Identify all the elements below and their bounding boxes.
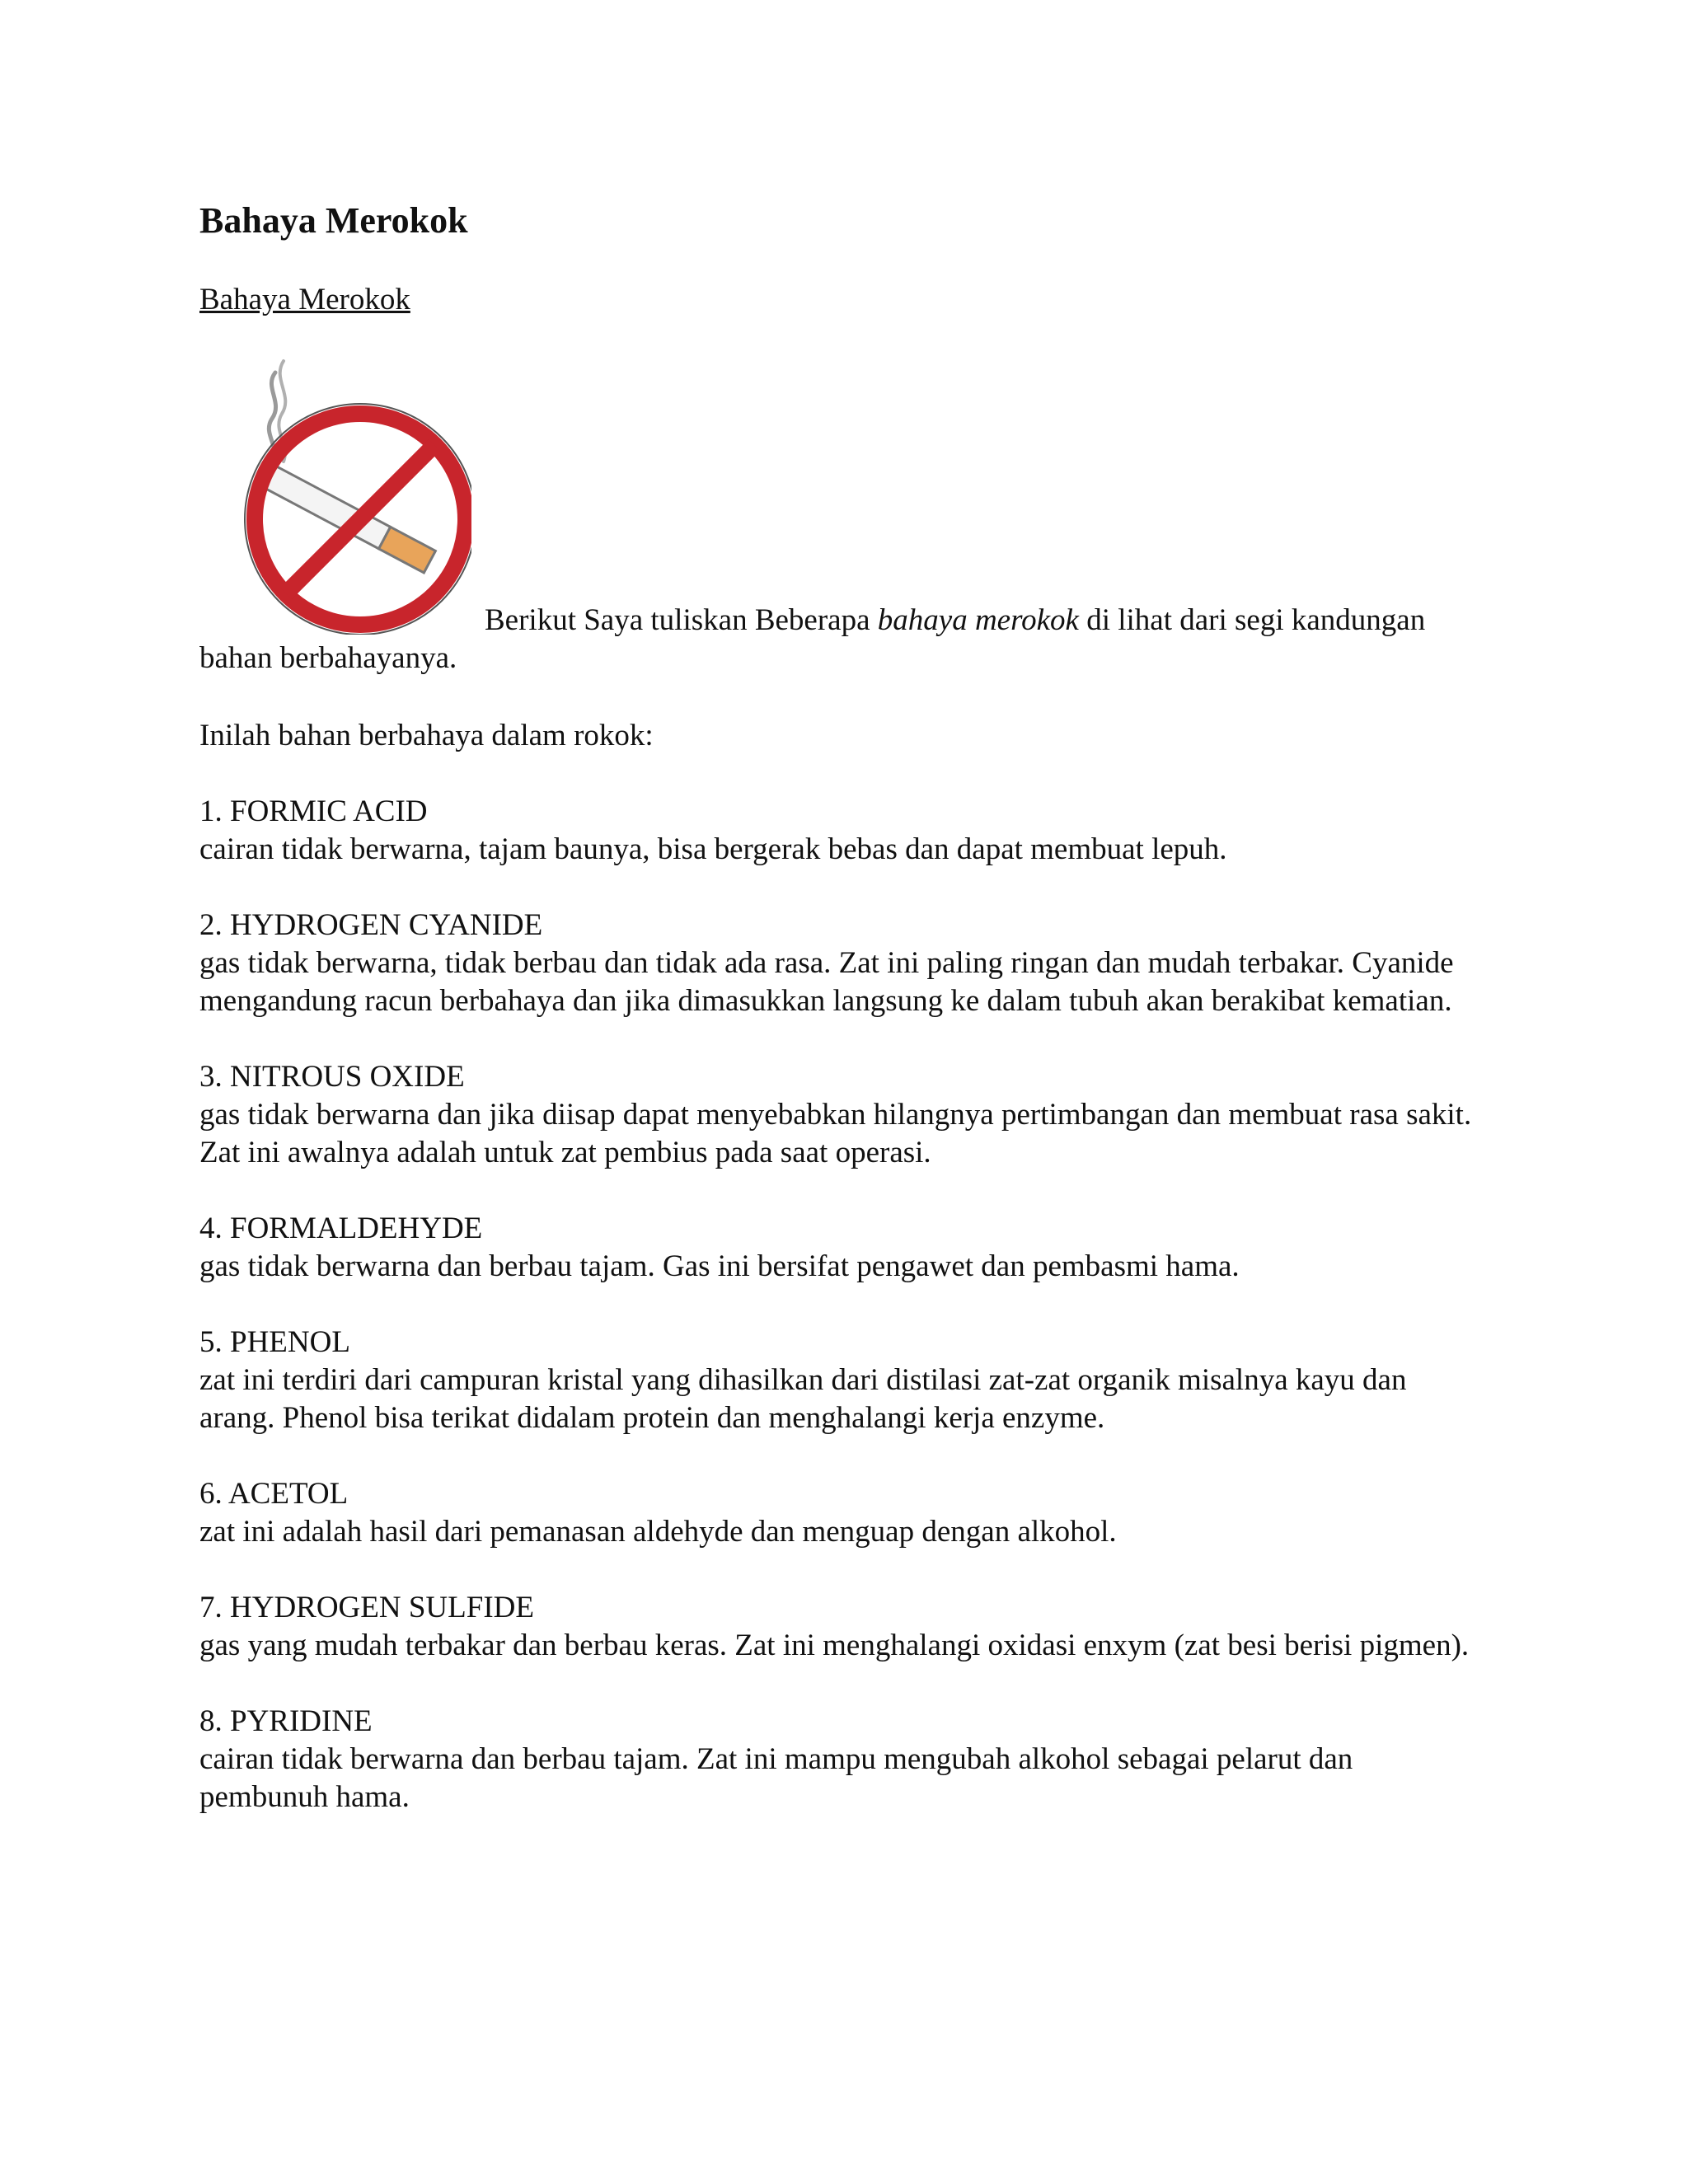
list-item bbox=[199, 1324, 1485, 1437]
list-item bbox=[199, 1210, 1485, 1286]
list-item bbox=[199, 1475, 1485, 1551]
list-item bbox=[199, 1058, 1485, 1172]
intro-emphasis: bahaya merokok bbox=[877, 603, 1079, 637]
page-title: Bahaya Merokok bbox=[199, 200, 468, 241]
article-link[interactable]: Bahaya Merokok bbox=[199, 283, 410, 316]
intro-text-end: di lihat dari segi kandungan bahan berbahayanya. bbox=[199, 603, 1426, 675]
item-heading: 8. PYRIDINE bbox=[199, 1704, 373, 1738]
list-lead: Inilah bahan berbahaya dalam rokok: bbox=[199, 719, 654, 752]
item-description: zat ini terdiri dari campuran kristal yang dihasilkan dari distilasi zat-zat organik misalnya kayu dan arang. Phenol bisa terikat didalam protein dan menghalangi kerja enzyme. bbox=[199, 1363, 1407, 1435]
list-item bbox=[199, 907, 1485, 1020]
item-heading: 6. ACETOL bbox=[199, 1477, 349, 1511]
no-smoking-sign-icon bbox=[224, 354, 471, 635]
item-heading: 3. NITROUS OXIDE bbox=[199, 1060, 465, 1094]
list-item bbox=[199, 1589, 1485, 1665]
item-description: cairan tidak berwarna dan berbau tajam. Zat ini mampu mengubah alkohol sebagai pelarut dan pembunuh hama. bbox=[199, 1742, 1353, 1814]
item-heading: 5. PHENOL bbox=[199, 1325, 350, 1359]
intro-paragraph bbox=[199, 602, 1485, 677]
intro-text-start: Berikut Saya tuliskan Beberapa bbox=[485, 603, 878, 637]
item-heading: 4. FORMALDEHYDE bbox=[199, 1212, 483, 1245]
list-item bbox=[199, 793, 1485, 869]
item-description: gas tidak berwarna, tidak berbau dan tidak ada rasa. Zat ini paling ringan dan mudah terbakar. Cyanide mengandung racun berbahaya dan jika dimasukkan langsung ke dalam tubuh akan berakibat kematian. bbox=[199, 946, 1454, 1018]
item-description: cairan tidak berwarna, tajam baunya, bisa bergerak bebas dan dapat membuat lepuh. bbox=[199, 832, 1227, 866]
item-description: gas tidak berwarna dan berbau tajam. Gas ini bersifat pengawet dan pembasmi hama. bbox=[199, 1249, 1240, 1283]
item-description: zat ini adalah hasil dari pemanasan aldehyde dan menguap dengan alkohol. bbox=[199, 1515, 1117, 1549]
hazard-list bbox=[199, 793, 1485, 1854]
item-description: gas yang mudah terbakar dan berbau keras. Zat ini menghalangi oxidasi enxym (zat besi berisi pigmen). bbox=[199, 1629, 1470, 1662]
item-heading: 2. HYDROGEN CYANIDE bbox=[199, 908, 543, 942]
item-heading: 1. FORMIC ACID bbox=[199, 794, 428, 828]
item-heading: 7. HYDROGEN SULFIDE bbox=[199, 1591, 534, 1624]
list-item bbox=[199, 1703, 1485, 1816]
item-description: gas tidak berwarna dan jika diisap dapat menyebabkan hilangnya pertimbangan dan membuat rasa sakit. Zat ini awalnya adalah untuk zat pembius pada saat operasi. bbox=[199, 1098, 1472, 1169]
